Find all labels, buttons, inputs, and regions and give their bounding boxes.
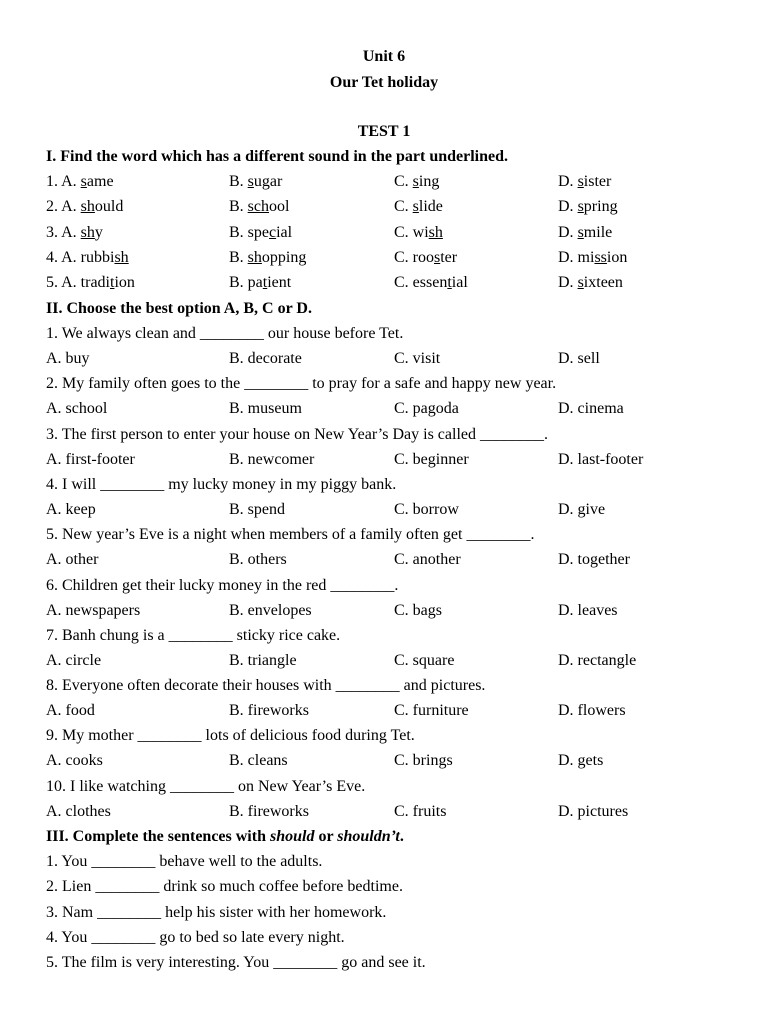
underlined-part: t — [447, 274, 452, 292]
answer-option[interactable]: D. give — [558, 500, 606, 518]
question-text: 1. We always clean and ________ our house before Tet. — [46, 325, 404, 342]
section-3-heading-part: or — [314, 828, 338, 845]
answer-option[interactable]: C. brings — [394, 752, 453, 770]
answer-option[interactable]: B. triangle — [229, 651, 297, 669]
answer-option[interactable]: C. fruits — [394, 802, 447, 820]
answer-option[interactable]: D. together — [558, 551, 630, 569]
question-text: 8. Everyone often decorate their houses with ________ and pictures. — [46, 677, 486, 695]
question-text: 10. I like watching ________ on New Year’s Eve. — [46, 777, 366, 795]
sound-option — [229, 198, 289, 216]
underlined-part: s — [577, 198, 584, 216]
option-text: ugar — [253, 173, 283, 190]
underlined-part: ss — [594, 248, 607, 266]
question-text: 3. The first person to enter your house on New Year’s Day is called ________. — [46, 425, 548, 443]
option-text: ial — [451, 274, 468, 292]
option-text: B. — [229, 248, 248, 266]
sound-option — [229, 249, 306, 267]
underlined-part: sh — [114, 248, 129, 266]
option-text: ixteen — [583, 274, 623, 292]
sentence-item: 3. Nam ________ help his sister with her homework. — [46, 903, 387, 921]
sound-option — [229, 274, 291, 292]
answer-option[interactable]: A. keep — [46, 500, 96, 518]
sound-option — [46, 249, 129, 267]
answer-option[interactable]: C. bags — [394, 601, 442, 619]
answer-option[interactable]: A. buy — [46, 350, 90, 367]
option-text: D. — [558, 198, 578, 216]
option-text: ool — [269, 198, 290, 216]
answer-option[interactable]: D. flowers — [558, 702, 626, 720]
answer-option[interactable]: B. newcomer — [229, 450, 315, 468]
option-text: 3. A. — [46, 223, 81, 241]
answer-option[interactable]: B. fireworks — [229, 702, 309, 720]
option-text: C. — [394, 198, 413, 216]
sound-option — [558, 249, 627, 267]
option-text: lide — [418, 198, 443, 216]
section-3-heading-shouldnt: shouldn’t — [337, 828, 400, 845]
answer-option[interactable]: B. cleans — [229, 752, 288, 770]
option-text: 5. A. tradi — [46, 274, 110, 292]
option-text: D. — [558, 223, 578, 241]
option-text: ing — [418, 173, 440, 190]
sound-option — [229, 224, 292, 242]
underlined-part: sh — [247, 248, 262, 266]
underlined-part: s — [577, 274, 584, 292]
answer-option[interactable]: A. circle — [46, 651, 102, 669]
question-text: 5. New year’s Eve is a night when members of a family often get ________. — [46, 526, 535, 544]
question-text: 9. My mother ________ lots of delicious food during Tet. — [46, 727, 415, 745]
underlined-part: s — [412, 198, 419, 216]
answer-option[interactable]: C. beginner — [394, 450, 469, 468]
test-heading: TEST 1 — [357, 123, 411, 140]
section-3-heading-should: should — [269, 828, 315, 845]
answer-option[interactable]: D. sell — [558, 350, 600, 367]
sound-option — [46, 198, 123, 216]
option-text: 1. A. — [46, 173, 81, 190]
answer-option[interactable]: D. rectangle — [558, 651, 637, 669]
sound-option — [558, 173, 611, 191]
answer-option[interactable]: B. spend — [229, 500, 285, 518]
answer-option[interactable]: B. museum — [229, 400, 302, 418]
sound-option — [558, 224, 612, 242]
question-text: 4. I will ________ my lucky money in my piggy bank. — [46, 475, 397, 493]
sound-option — [558, 274, 623, 292]
unit-heading: Unit 6 — [362, 48, 406, 65]
answer-option[interactable]: C. visit — [394, 350, 441, 367]
option-text: ient — [267, 274, 292, 292]
option-text: C. roo — [394, 248, 434, 266]
sound-option — [394, 274, 468, 292]
answer-option[interactable]: A. other — [46, 551, 99, 569]
sound-option — [46, 274, 135, 292]
underlined-part: t — [110, 274, 115, 292]
answer-option[interactable]: D. pictures — [558, 802, 629, 820]
underlined-part: s — [577, 173, 584, 190]
answer-option[interactable]: A. clothes — [46, 802, 111, 820]
sound-option — [46, 224, 103, 242]
answer-option[interactable]: C. borrow — [394, 500, 459, 518]
sentence-item: 4. You ________ go to bed so late every night. — [46, 928, 345, 946]
option-text: D. mi — [558, 248, 595, 266]
section-3-heading-part: III. Complete the sentences with — [46, 828, 270, 845]
option-text: D. — [558, 274, 578, 292]
answer-option[interactable]: D. last-footer — [558, 450, 644, 468]
underlined-part: s — [577, 223, 584, 241]
option-text: D. — [558, 173, 578, 190]
answer-option[interactable]: B. others — [229, 551, 287, 569]
option-text: ter — [440, 248, 458, 266]
sound-option — [394, 224, 443, 242]
option-text: B. — [229, 173, 248, 190]
option-text: C. wi — [394, 223, 429, 241]
option-text: pring — [583, 198, 618, 216]
underlined-part: s — [247, 173, 254, 190]
option-text: 4. A. rubbi — [46, 248, 115, 266]
option-text: B. spe — [229, 223, 269, 241]
option-text: ame — [86, 173, 114, 190]
sentence-item: 5. The film is very interesting. You ________ go and see it. — [46, 954, 426, 972]
option-text: 2. A. — [46, 198, 81, 216]
option-text: ion — [606, 248, 628, 266]
underlined-part: sch — [247, 198, 269, 216]
answer-option[interactable]: C. pagoda — [394, 400, 459, 418]
underlined-part: s — [434, 248, 441, 266]
underlined-part: c — [269, 223, 277, 241]
sound-option — [394, 249, 457, 267]
section-1-heading: I. Find the word which has a different sound in the part underlined. — [46, 148, 508, 165]
option-text: ion — [114, 274, 135, 292]
underlined-part: sh — [428, 223, 443, 241]
option-text: mile — [583, 223, 613, 241]
option-text: C. — [394, 173, 413, 190]
underlined-part: s — [412, 173, 419, 190]
answer-option[interactable]: C. another — [394, 551, 461, 569]
answer-option[interactable]: A. food — [46, 702, 95, 720]
option-text: B. — [229, 198, 248, 216]
option-text: C. essen — [394, 274, 448, 292]
sound-option — [229, 173, 282, 191]
option-text: ial — [276, 223, 293, 241]
underlined-part: t — [262, 274, 268, 292]
sentence-item: 2. Lien ________ drink so much coffee before bedtime. — [46, 878, 403, 896]
answer-option[interactable]: D. leaves — [558, 601, 618, 619]
answer-option[interactable]: B. fireworks — [229, 802, 309, 820]
answer-option[interactable]: B. decorate — [229, 350, 302, 367]
section-3-heading-part: . — [399, 828, 404, 845]
sentence-item: 1. You ________ behave well to the adults. — [46, 853, 323, 870]
option-text: ister — [583, 173, 612, 190]
question-text: 7. Banh chung is a ________ sticky rice cake. — [46, 626, 341, 644]
underlined-part: s — [80, 173, 87, 190]
question-text: 2. My family often goes to the ________ to pray for a safe and happy new year. — [46, 375, 557, 393]
underlined-part: sh — [80, 198, 95, 216]
section-2-heading: II. Choose the best option A, B, C or D. — [46, 300, 312, 317]
answer-option[interactable]: A. first-footer — [46, 450, 135, 468]
sound-option — [394, 198, 443, 216]
section-3-heading — [46, 828, 404, 846]
page-title: Our Tet holiday — [329, 74, 439, 91]
answer-option[interactable]: C. square — [394, 651, 455, 669]
answer-option[interactable]: D. cinema — [558, 400, 624, 418]
answer-option[interactable]: A. school — [46, 400, 108, 418]
answer-option[interactable]: A. cooks — [46, 752, 103, 770]
option-text: opping — [261, 248, 307, 266]
answer-option[interactable]: D. gets — [558, 752, 604, 770]
underlined-part: sh — [80, 223, 95, 241]
question-text: 6. Children get their lucky money in the red ________. — [46, 576, 399, 594]
option-text: ould — [94, 198, 124, 216]
answer-option[interactable]: B. envelopes — [229, 601, 312, 619]
option-text: y — [94, 223, 103, 241]
option-text: B. pa — [229, 274, 263, 292]
sound-option — [46, 173, 114, 191]
sound-option — [394, 173, 439, 191]
answer-option[interactable]: C. furniture — [394, 702, 469, 720]
sound-option — [558, 198, 618, 216]
answer-option[interactable]: A. newspapers — [46, 601, 141, 619]
